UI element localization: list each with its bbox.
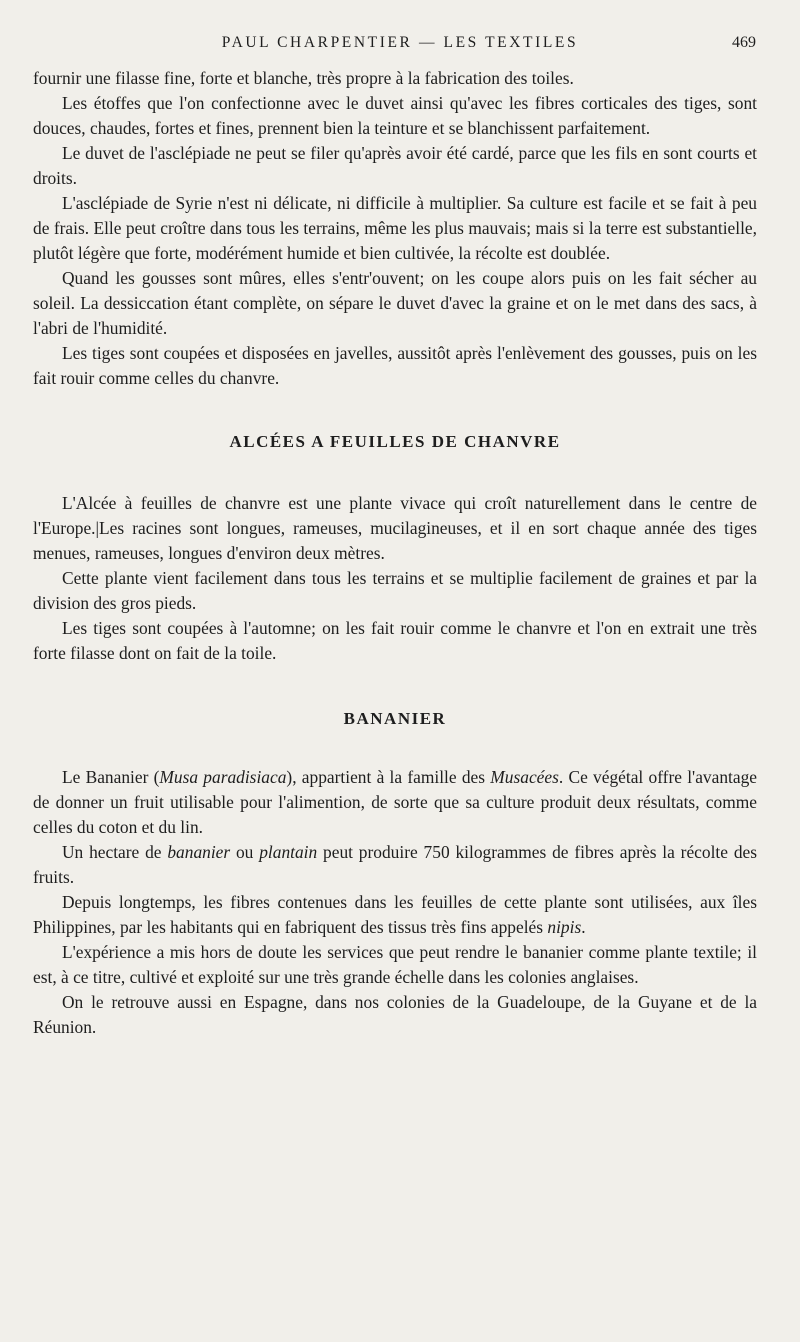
text-run: ou: [230, 842, 260, 862]
paragraph: Le duvet de l'asclépiade ne peut se filer qu'après avoir été cardé, parce que les fils en sont courts et droits.: [33, 143, 757, 188]
paragraph: L'asclépiade de Syrie n'est ni délicate, ni difficile à multiplier. Sa culture est facile et se fait à peu de frais. Elle peut croître dans tous les terrains, même les plus mauvais; mais si la terre est substantielle, plutôt légère que forte, modérément humide et bien cultivée, la récolte est doublée.: [33, 193, 757, 263]
running-title: PAUL CHARPENTIER — LES TEXTILES: [221, 34, 579, 51]
section-heading-bananier: BANANIER: [343, 709, 447, 728]
paragraph: L'expérience a mis hors de doute les services que peut rendre le bananier comme plante textile; il est, à ce titre, cultivé et exploité sur une très grande échelle dans les colonies anglaises.: [33, 942, 757, 987]
page-number: 469: [732, 34, 756, 51]
paragraph: On le retrouve aussi en Espagne, dans nos colonies de la Guadeloupe, de la Guyane et de la Réunion.: [33, 992, 757, 1037]
page-body: [33, 66, 757, 1040]
page-header: [0, 34, 800, 56]
term: bananier: [167, 842, 231, 862]
section-heading-alcee: ALCÉES A FEUILLES DE CHANVRE: [229, 432, 561, 451]
text-run: Le Bananier (: [62, 767, 160, 787]
paragraph: L'Alcée à feuilles de chanvre est une plante vivace qui croît naturellement dans le centre de l'Europe.|Les racines sont longues, rameuses, mucilagineuses, et il en sort chaque année des tiges menues, rameuses, longues d'environ deux mètres.: [33, 493, 757, 563]
text-run: .: [581, 917, 586, 937]
paragraph: Les tiges sont coupées et disposées en javelles, aussitôt après l'enlèvement des gousses, puis on les fait rouir comme celles du chanvre.: [33, 343, 757, 388]
paragraph: Quand les gousses sont mûres, elles s'entr'ouvent; on les coupe alors puis on les fait sécher au soleil. La dessiccation étant complète, on sépare le duvet d'avec la graine et on le met dans des sacs, à l'abri de l'humidité.: [33, 268, 757, 338]
text-run: ), appartient à la famille des: [286, 767, 491, 787]
paragraph: Les étoffes que l'on confectionne avec le duvet ainsi qu'avec les fibres corticales des tiges, sont douces, chaudes, fortes et fines, prennent bien la teinture et se blanchissent parfaitement.: [33, 93, 757, 138]
text-run: peut produire 750 kilogrammes de fibres après la récolte des fruits.: [33, 842, 757, 887]
term: nipis: [547, 917, 582, 937]
latin-name: Musa paradisiaca: [159, 767, 287, 787]
text-run: Depuis longtemps, les fibres contenues dans les feuilles de cette plante sont utilisées, aux îles Philippines, par les habitants qui en fabriquent des tissus très fins appelés: [33, 892, 757, 937]
text-run: Un hectare de: [62, 842, 168, 862]
paragraph: [33, 765, 757, 840]
paragraph: Les tiges sont coupées à l'automne; on les fait rouir comme le chanvre et l'on en extrait une très forte filasse dont on fait de la toile.: [33, 618, 757, 663]
family-name: Musacées: [490, 767, 559, 787]
paragraph: [33, 840, 757, 890]
paragraph: [33, 890, 757, 940]
term: plantain: [259, 842, 318, 862]
paragraph: fournir une filasse fine, forte et blanche, très propre à la fabrication des toiles.: [33, 68, 574, 88]
text-run: . Ce végétal offre l'avantage de donner un fruit utilisable pour l'alimention, de sorte que sa culture produit deux résultats, comme celles du coton et du lin.: [33, 767, 757, 837]
paragraph: Cette plante vient facilement dans tous les terrains et se multiplie facilement de graines et par la division des gros pieds.: [33, 568, 757, 613]
